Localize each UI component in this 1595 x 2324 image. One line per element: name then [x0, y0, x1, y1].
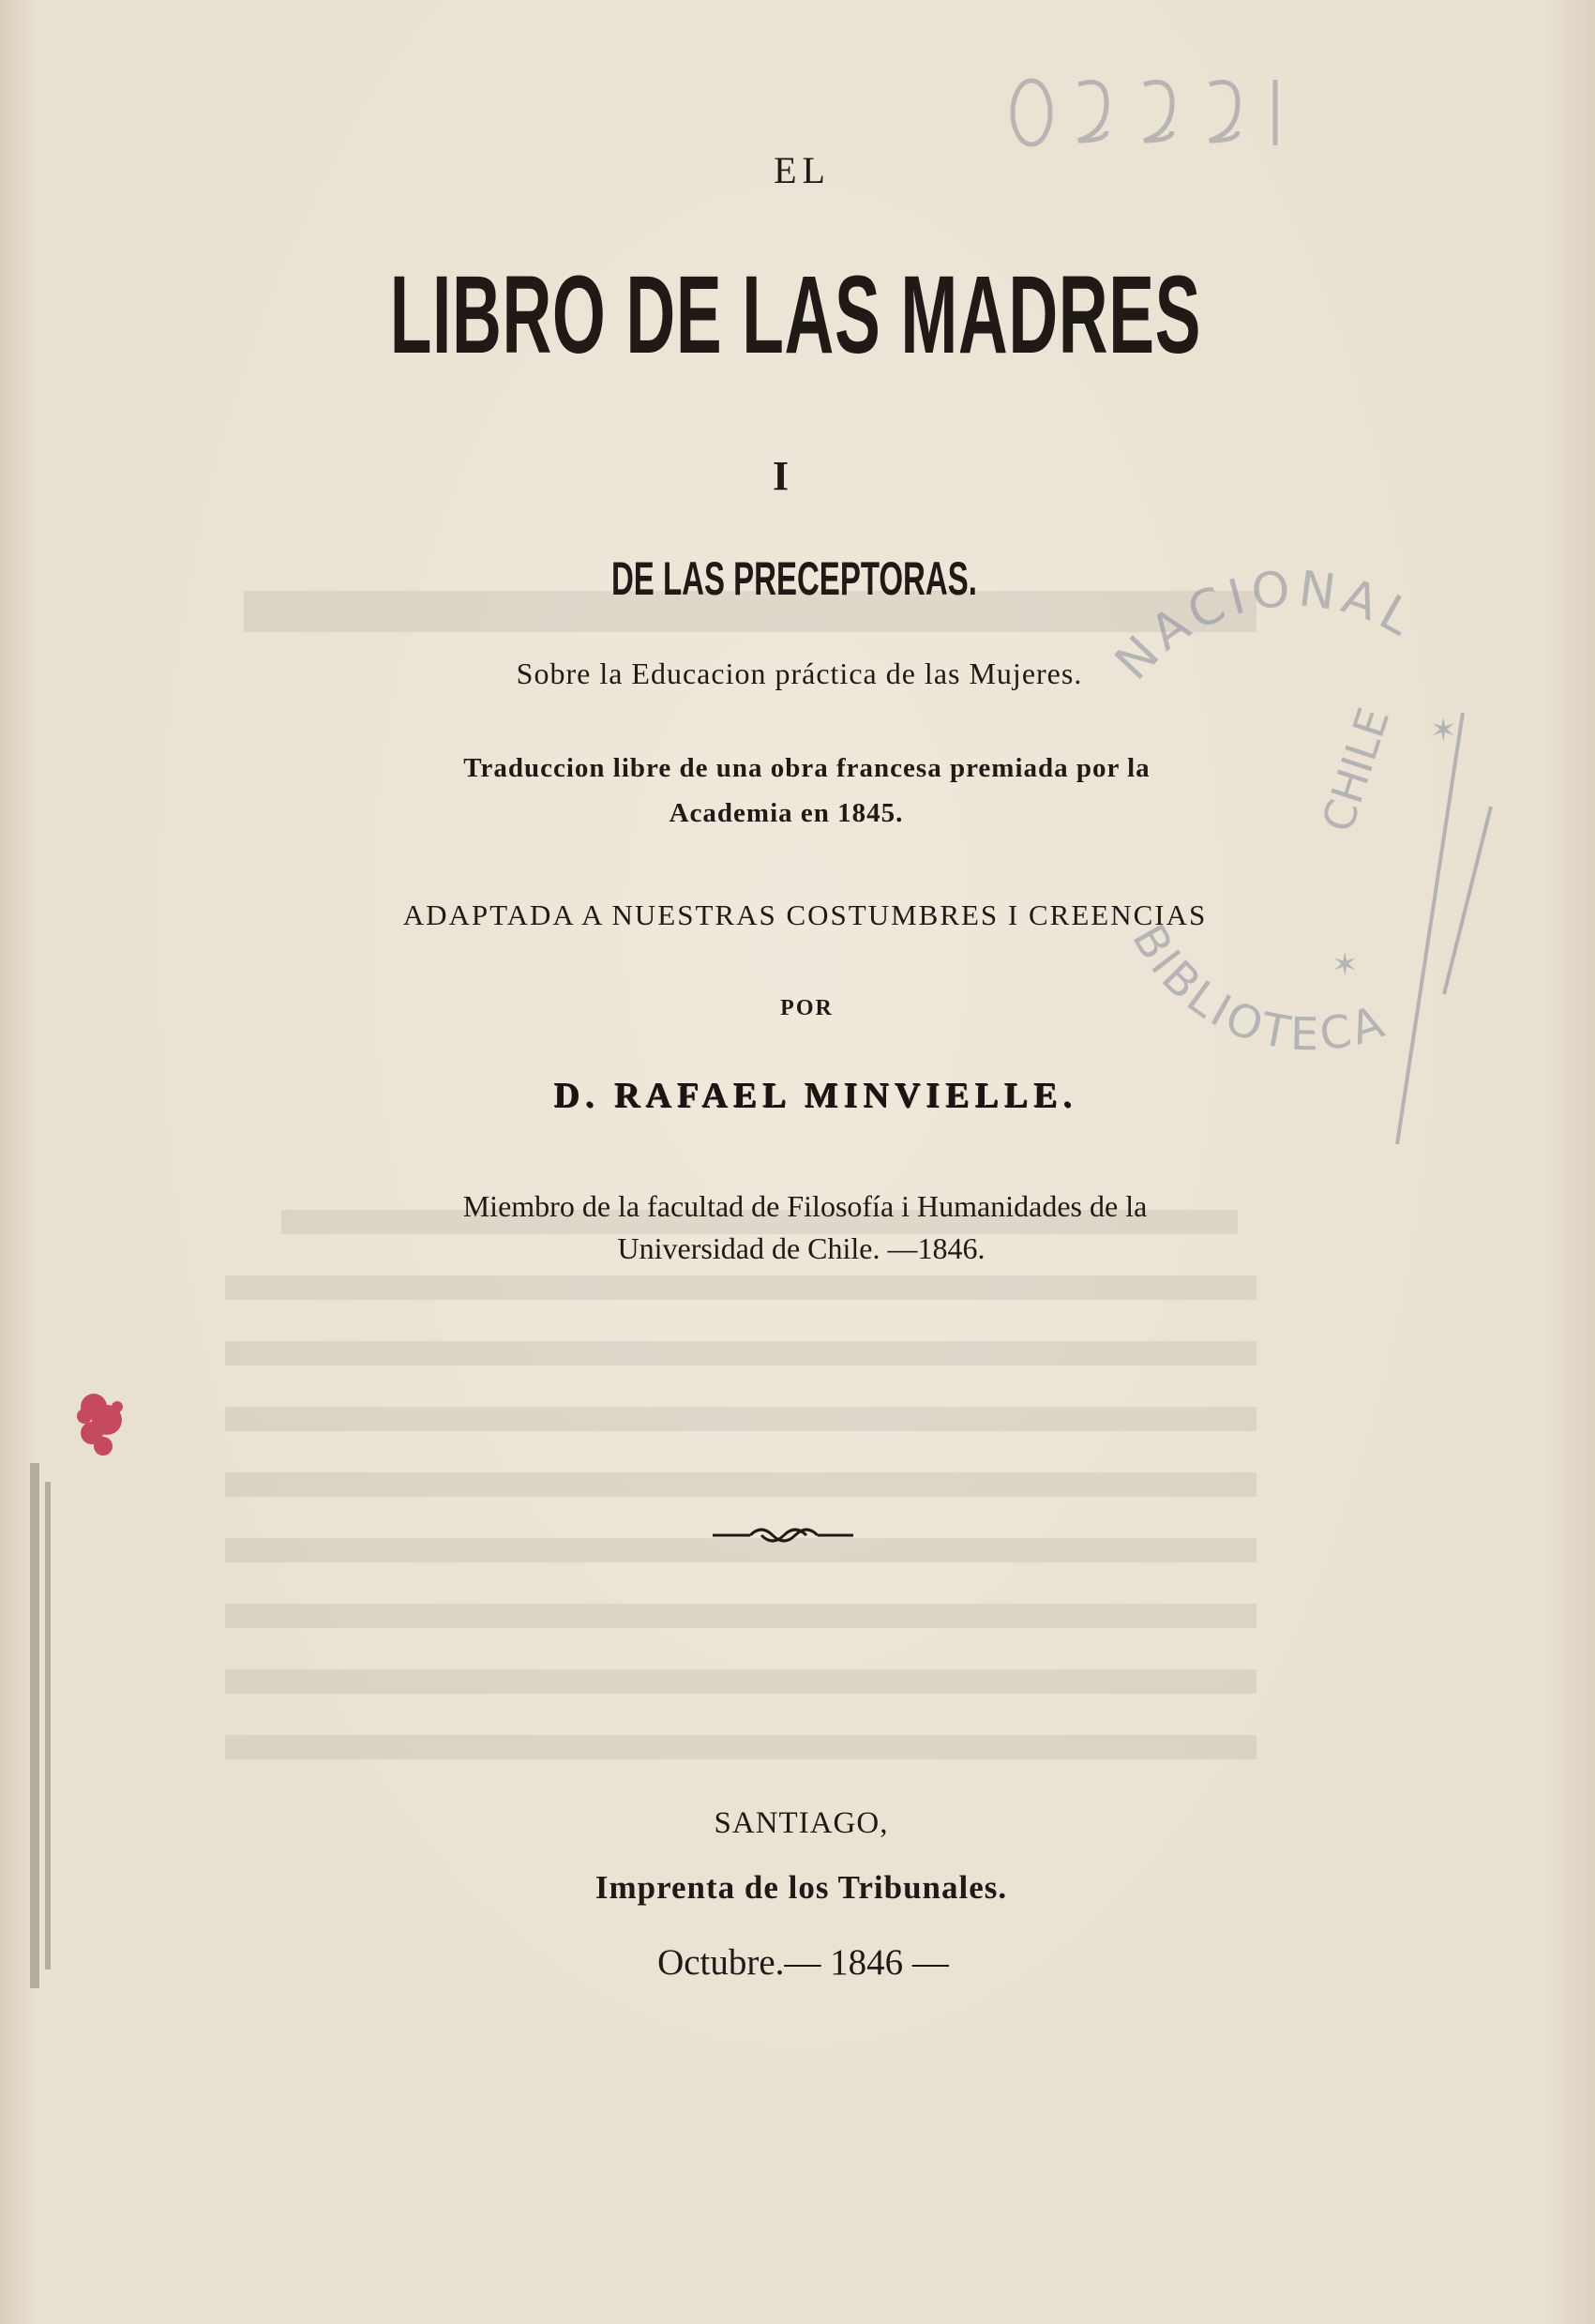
title-conjunction: I [772, 453, 790, 499]
svg-text:✶: ✶ [1430, 712, 1457, 749]
publication-date: Octubre.— 1846 — [657, 1942, 949, 1983]
author-credentials-line2: Universidad de Chile. —1846. [617, 1231, 986, 1265]
stamp-bottom-text: BIBLIOTECA [1121, 915, 1394, 1062]
adaptation-note: ADAPTADA A NUESTRAS COSTUMBRES I CREENCIAS [402, 898, 1208, 931]
svg-text:✶: ✶ [1332, 946, 1359, 984]
translation-note-line2: Academia en 1845. [669, 798, 904, 828]
description: Sobre la Educacion práctica de las Mujeres. [516, 656, 1083, 690]
publication-place: SANTIAGO, [714, 1806, 889, 1840]
subtitle: DE LAS PRECEPTORAS. [610, 552, 977, 605]
main-title: LIBRO DE LAS MADRES [389, 253, 1202, 377]
svg-text:NACIONAL [1105, 561, 1426, 691]
red-ink-mark [66, 1379, 150, 1482]
stamp-arc-text: NACIONAL [1105, 560, 1426, 691]
translation-note-line1: Traduccion libre de una obra francesa premiada por la [463, 753, 1151, 783]
ornament-divider [713, 1521, 853, 1549]
svg-text:BIBLIOTECA [1121, 915, 1393, 1061]
shelfmark-stamp [1003, 56, 1322, 159]
page-edge-shadow [13, 1463, 66, 1988]
title-article: EL [774, 149, 831, 191]
author-name: D. RAFAEL MINVIELLE. [554, 1077, 1078, 1116]
stamp-lower-text: CHILE [1312, 702, 1400, 838]
by-label: POR [780, 996, 834, 1020]
author-credentials-line1: Miembro de la facultad de Filosofía i Humanidades de la [462, 1189, 1148, 1223]
library-stamp [1050, 525, 1500, 1182]
printer-name: Imprenta de los Tribunales. [594, 1869, 1008, 1906]
